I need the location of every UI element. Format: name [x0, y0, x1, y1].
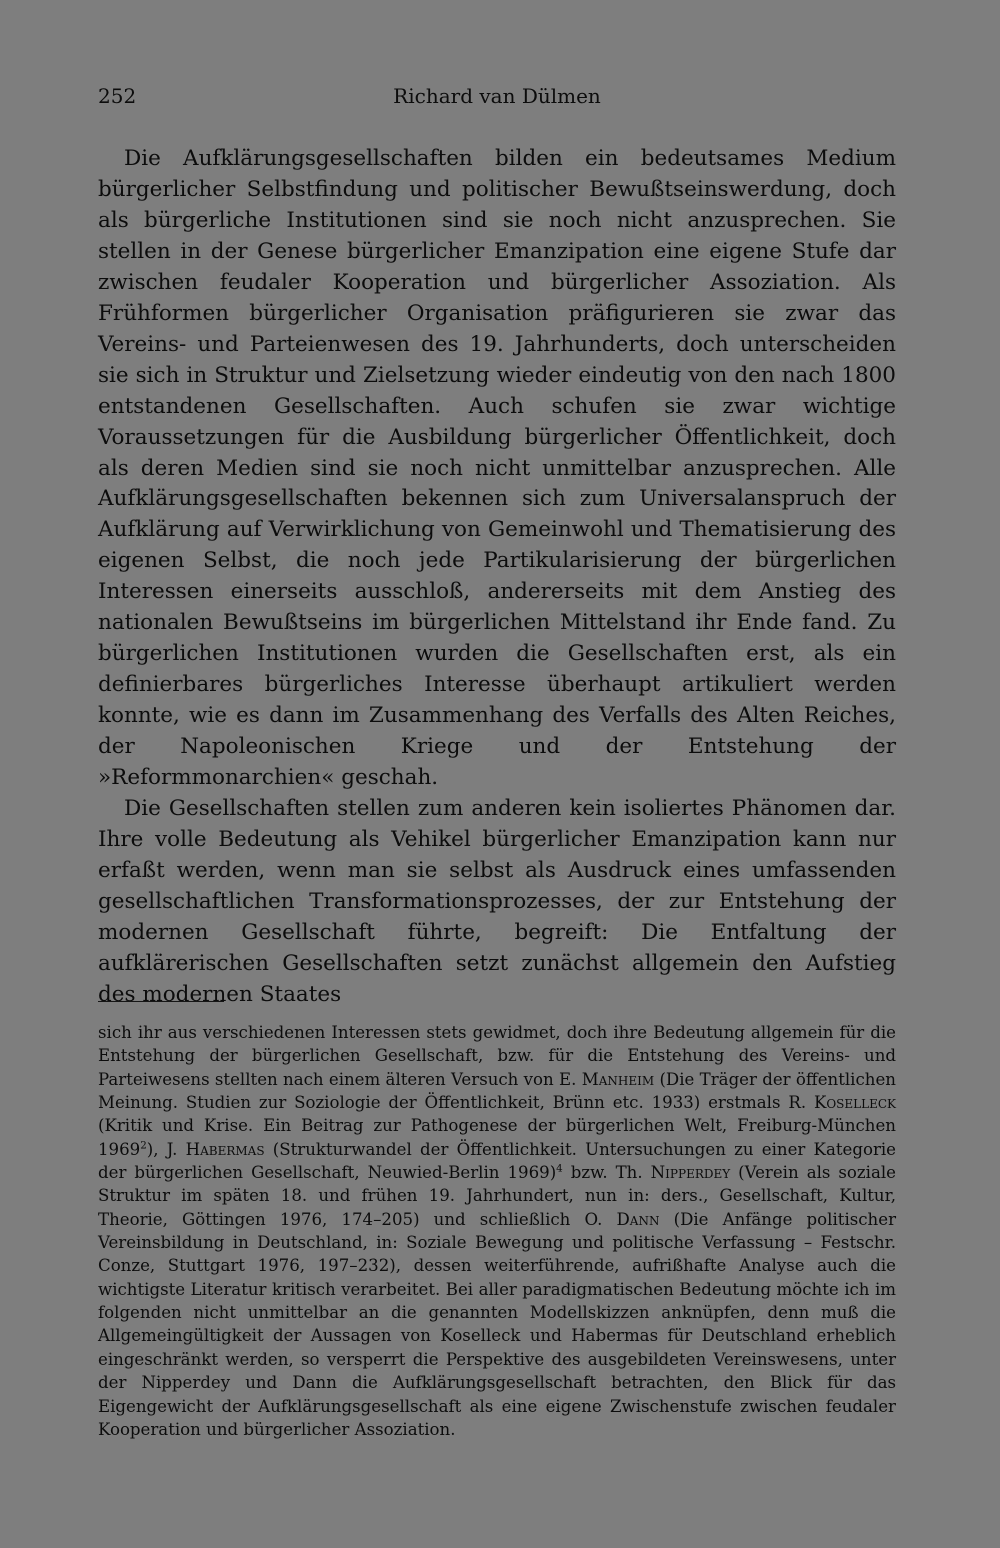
author-koselleck: Koselleck [813, 1093, 896, 1113]
author-nipperdey: Nipperdey [650, 1163, 731, 1183]
footnote-segment: ), J. [146, 1139, 186, 1159]
footnote-text [98, 1021, 896, 1441]
footnote-segment: (Die Träger der öffentlichen Meinung. Studien zur Soziologie der Öffentlichkeit, Brünn etc. 1933) erstmals R. [98, 1069, 896, 1113]
edition-superscript: 4 [556, 1162, 563, 1175]
running-title: Richard van Dülmen [393, 84, 601, 108]
edition-superscript: 2 [140, 1139, 147, 1152]
body-paragraph-1: Die Aufklärungsgesellschaften bilden ein bedeutsames Medium bürgerlicher Selbstfindung und politischer Bewußtseinswerdung, doch als bürgerliche Institutionen sind sie noch nicht anzusprechen. Sie stellen in der Genese bürgerlicher Emanzipation eine eigene Stufe dar zwischen feudaler Kooperation und bürgerlicher Assoziation. Als Frühformen bürgerlicher Organisation präfigurieren sie zwar das Vereins- und Parteienwesen des 19. Jahrhunderts, doch unterscheiden sie sich in Struktur und Zielsetzung wieder eindeutig von den nach 1800 entstandenen Gesellschaften. Auch schufen sie zwar wichtige Voraussetzungen für die Ausbildung bürgerlicher Öffentlichkeit, doch als deren Medien sind sie noch nicht unmittelbar anzusprechen. Alle Aufklärungsgesellschaften bekennen sich zum Universalanspruch der Aufklärung auf Verwirklichung von Gemeinwohl und Thematisierung des eigenen Selbst, die noch jede Partikularisierung der bürgerlichen Interessen einerseits ausschloß, andererseits mit dem Anstieg des nationalen Bewußtseins im bürgerlichen Mittelstand ihr Ende fand. Zu bürgerlichen Institutionen wurden die Gesellschaften erst, als ein definierbares bürgerliches Interesse überhaupt artikuliert werden konnte, wie es dann im Zusammenhang des Verfalls des Alten Reiches, der Napoleonischen Kriege und der Entstehung der »Reformmonarchien« geschah. [98, 146, 896, 791]
footnote-segment: (Strukturwandel der Öffentlichkeit. Untersuchungen zu einer Kategorie der bürgerlichen Gesellschaft, Neuwied-Berlin 1969) [98, 1139, 897, 1183]
author-dann: Dann [616, 1209, 660, 1229]
footnote-segment: bzw. Th. [562, 1163, 651, 1183]
footnote-separator [98, 1001, 224, 1002]
main-text [98, 144, 896, 1011]
footnote-segment: (Die Anfänge politischer Vereinsbildung in Deutschland, in: Soziale Bewegung und politische Verfassung – Festschr. Conze, Stuttgart 1976, 197–232), dessen weiterführende, aufrißhafte Analyse auch die wichtigste Literatur kritisch verarbeitet. Bei aller paradigmatischen Bedeutung möchte ich im folgenden nicht unmittelbar an die genannten Modellskizzen anknüpfen, denn muß die Allgemeingültigkeit der Aussagen von Koselleck und Habermas für Deutschland erheblich eingeschränkt werden, so versperrt die Perspektive des ausgebildeten Vereinswesens, unter der Nipperdey und Dann die Aufklärungsgesellschaft betrachten, den Blick für das Eigengewicht der Aufklärungsgesellschaft als eine eigene Zwischenstufe zwischen feudaler Kooperation und bürgerlicher Assoziation. [98, 1209, 896, 1439]
footnote-segment: sich ihr aus verschiedenen Interessen stets gewidmet, doch ihre Bedeutung allgemein für die Entstehung der bürgerlichen Gesellschaft, bzw. für die Entstehung des Vereins- und Parteiwesens stellten nach einem älteren Versuch von E. [98, 1023, 896, 1089]
author-habermas: Habermas [185, 1139, 265, 1159]
page-number: 252 [98, 84, 137, 108]
author-manheim: Manheim [581, 1069, 655, 1089]
footnote [98, 1021, 896, 1441]
page-header [98, 84, 896, 116]
footnote-segment: (Kritik und Krise. Ein Beitrag zur Pathogenese der bürgerlichen Welt, Freiburg-München 1969 [98, 1116, 896, 1159]
body-paragraph-2: Die Gesellschaften stellen zum anderen kein isoliertes Phänomen dar. Ihre volle Bedeutung als Vehikel bürgerlicher Emanzipation kann nur erfaßt werden, wenn man sie selbst als Ausdruck eines umfassenden gesellschaftlichen Transformationsprozesses, der zur Entstehung der modernen Gesellschaft führte, begreift: Die Entfaltung der aufklärerischen Gesellschaften setzt zunächst allgemein den Aufstieg des modernen Staates [98, 796, 896, 1007]
footnote-segment: (Verein als soziale Struktur im späten 18. und frühen 19. Jahrhundert, nun in: ders., Gesellschaft, Kultur, Theorie, Göttingen 1976, 174–205) und schließlich O. [98, 1163, 896, 1229]
